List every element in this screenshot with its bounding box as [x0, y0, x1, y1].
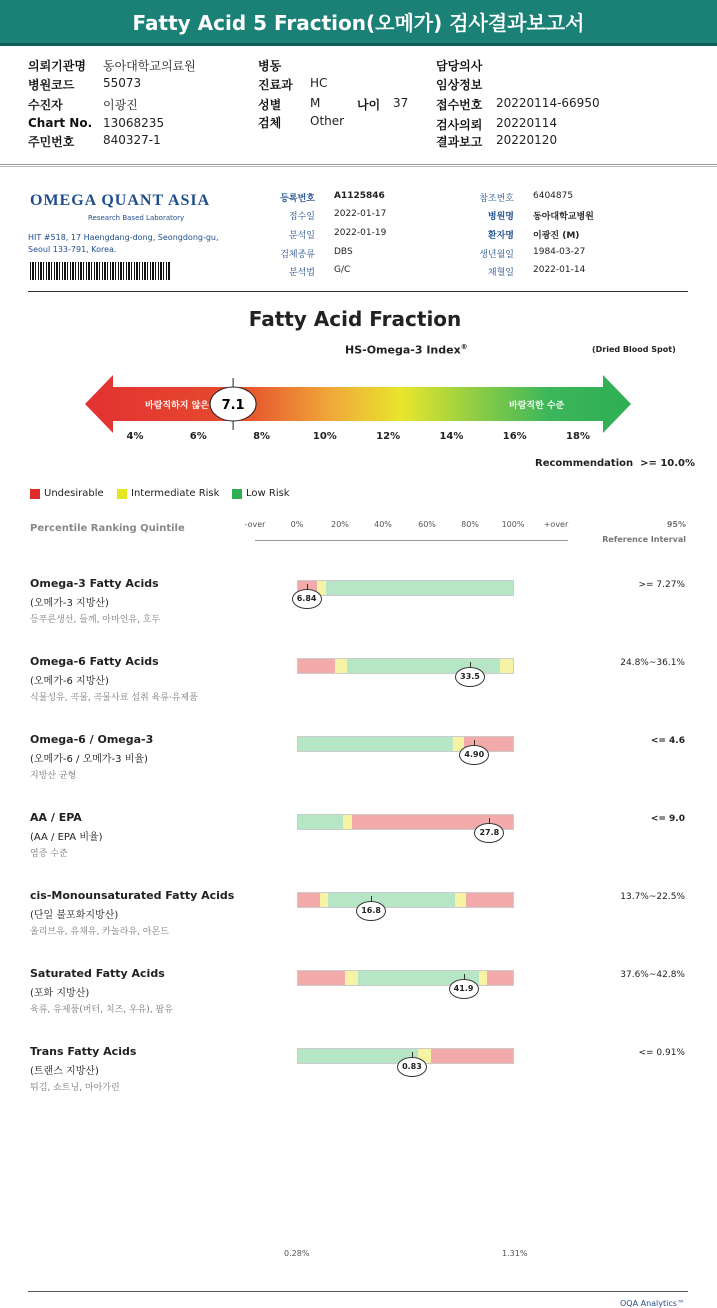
legend-low [232, 488, 290, 499]
code-label: 병원코드 [28, 78, 75, 92]
percentile-bar [297, 736, 514, 759]
percentile-bar [297, 658, 514, 681]
legend-intermediate [117, 488, 219, 499]
bar-segment [328, 893, 455, 907]
hospital-label: 의뢰기관명 [28, 59, 86, 73]
request-label: 검사의뢰 [436, 118, 483, 132]
registered-mark: ® [460, 343, 468, 351]
percentile-scale-label: 80% [461, 520, 479, 529]
bar-segment [343, 815, 352, 829]
result-marker: 33.5 [455, 667, 485, 687]
bar-segment [487, 971, 513, 985]
bar-segment [431, 1049, 513, 1063]
percentile-scale-label: 60% [418, 520, 436, 529]
row-korean-name: (트랜스 지방산) [30, 1066, 99, 1077]
ref-value: 6404875 [533, 191, 574, 201]
gauge-tick-label: 18% [566, 431, 590, 442]
trans-axis-max: 1.31% [502, 1249, 528, 1258]
fatty-acid-row [0, 889, 717, 959]
row-name: Omega-6 Fatty Acids [30, 655, 159, 668]
omega3-index-gauge [85, 375, 635, 433]
gauge-tick-label: 6% [189, 431, 207, 442]
result-marker: 41.9 [449, 979, 479, 999]
row-reference-interval: 13.7%~22.5% [620, 892, 685, 902]
row-korean-name: (오메가-6 지방산) [30, 676, 109, 687]
fatty-acid-row [0, 967, 717, 1037]
sex-label: 성별 [258, 98, 282, 112]
method-value: G/C [334, 265, 351, 275]
gauge-tick-label: 12% [376, 431, 401, 442]
percentile-scale-label: 20% [331, 520, 349, 529]
gauge-value-marker [210, 378, 256, 430]
gauge-value: 7.1 [221, 398, 245, 413]
omega3-index-title [345, 343, 468, 357]
row-name: Omega-3 Fatty Acids [30, 577, 159, 590]
percentile-scale-label: 40% [374, 520, 392, 529]
divider-bottom [28, 1291, 688, 1292]
barcode [30, 262, 170, 280]
legend-swatch-yellow [117, 489, 127, 499]
lab-logo: OMEGA QUANT ASIA [30, 192, 211, 209]
code-value: 55073 [103, 76, 142, 90]
result-marker: 6.84 [292, 589, 322, 609]
legend-swatch-green [232, 489, 242, 499]
percentile-scale-label: 100% [501, 520, 525, 529]
percentile-bar [297, 814, 514, 837]
hosp-label: 병원명 [487, 212, 514, 222]
result-marker: 0.83 [397, 1057, 427, 1077]
id-value: 840327-1 [103, 133, 161, 147]
row-korean-name: (오메가-6 / 오메가-3 비율) [30, 754, 148, 765]
ref-int-line1: 95% [666, 520, 686, 529]
fraction-title: Fatty Acid Fraction [248, 307, 462, 331]
row-name: Trans Fatty Acids [30, 1045, 137, 1058]
percentile-scale-line [255, 540, 568, 541]
chart-value: 13068235 [103, 116, 165, 130]
row-reference-interval: 37.6%~42.8% [620, 970, 685, 980]
legend-intermediate-label: Intermediate Risk [131, 488, 220, 499]
patient-label: 수진자 [28, 98, 63, 112]
patient-info-section [0, 50, 717, 165]
fatty-acid-row [0, 811, 717, 881]
report-value: 20220120 [496, 133, 558, 147]
legend-low-label: Low Risk [246, 488, 290, 499]
clinical-label: 임상정보 [436, 78, 483, 92]
dept-value: HC [310, 76, 328, 90]
pt-value: 이광진 (M) [533, 231, 580, 241]
row-food-sources: 등푸른생선, 들깨, 아마인유, 호두 [30, 615, 161, 625]
gauge-tick-label: 14% [439, 431, 464, 442]
spec-label: 검체종류 [280, 250, 315, 260]
recv-value: 2022-01-17 [334, 209, 387, 219]
row-reference-interval: <= 9.0 [650, 814, 685, 824]
row-food-sources: 튀김, 쇼트닝, 마아가린 [30, 1083, 120, 1093]
reg-label: 등록번호 [280, 194, 315, 204]
dob-label: 생년월일 [479, 250, 514, 260]
bar-segment [298, 659, 335, 673]
lab-report-section [0, 166, 717, 1308]
recommendation [535, 458, 695, 469]
trans-axis-min: 0.28% [284, 1249, 310, 1258]
accession-value: 20220114-66950 [496, 96, 600, 110]
recv-label: 접수일 [288, 212, 315, 222]
bar-segment [455, 893, 466, 907]
row-korean-name: (오메가-3 지방산) [30, 598, 109, 609]
dob-value: 1984-03-27 [533, 247, 586, 257]
gauge-tick-label: 10% [312, 431, 337, 442]
bar-segment [320, 893, 329, 907]
bar-segment [335, 659, 348, 673]
draw-value: 2022-01-14 [533, 265, 586, 275]
bar-segment [298, 815, 343, 829]
lab-address: HIT #518, 17 Haengdang-dong, Seongdong-gu, Seoul 133-791, Korea. [28, 233, 219, 254]
accession-label: 접수번호 [436, 98, 483, 112]
percentile-bar [296, 580, 514, 603]
result-marker: 4.90 [459, 745, 489, 765]
ref-label: 참조번호 [479, 194, 514, 204]
row-food-sources: 염증 수준 [30, 849, 68, 859]
reference-interval-header [596, 517, 686, 547]
row-name: cis-Monounsaturated Fatty Acids [30, 889, 235, 902]
fatty-acid-row [0, 733, 717, 803]
row-food-sources: 식물성유, 곡물, 곡물사료 섭취 육류·유제품 [30, 693, 198, 703]
report-title: Fatty Acid 5 Fraction(오메가) 검사결과보고서 [0, 0, 717, 46]
row-reference-interval: >= 7.27% [638, 580, 685, 590]
percentile-title: Percentile Ranking Quintile [30, 523, 185, 534]
specimen-label: 검체 [258, 116, 282, 130]
pt-label: 환자명 [487, 231, 514, 241]
row-korean-name: (AA / EPA 비율) [30, 832, 103, 843]
row-name: Saturated Fatty Acids [30, 967, 165, 980]
bar-segment [479, 971, 488, 985]
ward-label: 병동 [258, 59, 282, 73]
bar-segment [500, 659, 513, 673]
anal-value: 2022-01-19 [334, 228, 387, 238]
lab-logo-sub: Research Based Laboratory [88, 214, 185, 222]
dbs-note: (Dried Blood Spot) [592, 345, 676, 354]
bar-segment [466, 893, 513, 907]
recommendation-value: >= 10.0% [640, 458, 696, 469]
doctor-label: 담당의사 [436, 59, 483, 73]
percentile-bar [297, 970, 514, 993]
bar-segment [298, 737, 453, 751]
row-reference-interval: <= 4.6 [650, 736, 685, 746]
fatty-acid-row [0, 1045, 717, 1115]
hosp-value: 동아대학교병원 [533, 212, 594, 222]
result-marker: 27.8 [474, 823, 504, 843]
gauge-right-text: 바람직한 수준 [509, 401, 565, 411]
hospital-value: 동아대학교의료원 [103, 59, 196, 73]
percentile-scale-label: 0% [290, 520, 304, 529]
row-reference-interval: <= 0.91% [638, 1048, 685, 1058]
percentile-scale-label: -over [244, 520, 266, 529]
recommendation-label: Recommendation [535, 458, 634, 469]
legend-undesirable-label: Undesirable [44, 488, 104, 499]
gauge-tick-label: 16% [502, 431, 527, 442]
row-food-sources: 올리브유, 유채유, 카놀라유, 아몬드 [30, 927, 169, 937]
ref-int-line2: Reference Interval [602, 535, 686, 544]
legend-swatch-red [30, 489, 40, 499]
fatty-acid-row [0, 577, 717, 647]
draw-label: 채혈일 [487, 268, 514, 278]
result-marker: 16.8 [356, 901, 386, 921]
age-label: 나이 [357, 98, 381, 112]
percentile-scale-label: +over [543, 520, 569, 529]
spec-value: DBS [334, 247, 353, 257]
report-label: 결과보고 [436, 135, 483, 149]
row-food-sources: 육류, 유제품(버터, 치즈, 우유), 팜유 [30, 1005, 173, 1015]
footer-brand: OQA Analytics™ [620, 1299, 685, 1308]
row-reference-interval: 24.8%~36.1% [620, 658, 685, 668]
dept-label: 진료과 [258, 78, 293, 92]
row-name: Omega-6 / Omega-3 [30, 733, 154, 746]
gauge-tick-label: 8% [253, 431, 271, 442]
bar-segment [345, 971, 358, 985]
row-food-sources: 지방산 균형 [30, 771, 77, 781]
fatty-acid-row [0, 655, 717, 725]
row-korean-name: (포화 지방산) [30, 988, 90, 999]
anal-label: 분석일 [288, 231, 315, 241]
omega3-index-title-text: HS-Omega-3 Index [345, 343, 461, 357]
specimen-value: Other [310, 114, 345, 128]
age-value: 37 [393, 96, 409, 110]
method-label: 분석법 [288, 268, 315, 278]
id-label: 주민번호 [28, 135, 75, 149]
gauge-left-text: 바람직하지 않은 [145, 401, 209, 411]
patient-value: 이광진 [103, 98, 138, 112]
bar-segment [298, 893, 320, 907]
chart-label: Chart No. [28, 116, 93, 130]
request-value: 20220114 [496, 116, 558, 130]
percentile-bar [297, 1048, 514, 1071]
reg-value: A1125846 [334, 191, 385, 201]
percentile-bar [297, 892, 514, 915]
gauge-tick-label: 4% [126, 431, 144, 442]
divider-top [28, 291, 688, 292]
bar-segment [298, 971, 345, 985]
row-name: AA / EPA [30, 811, 82, 824]
bar-segment [326, 581, 513, 595]
legend-undesirable [30, 488, 104, 499]
sex-value: M [310, 96, 321, 110]
row-korean-name: (단일 불포화지방산) [30, 910, 119, 921]
